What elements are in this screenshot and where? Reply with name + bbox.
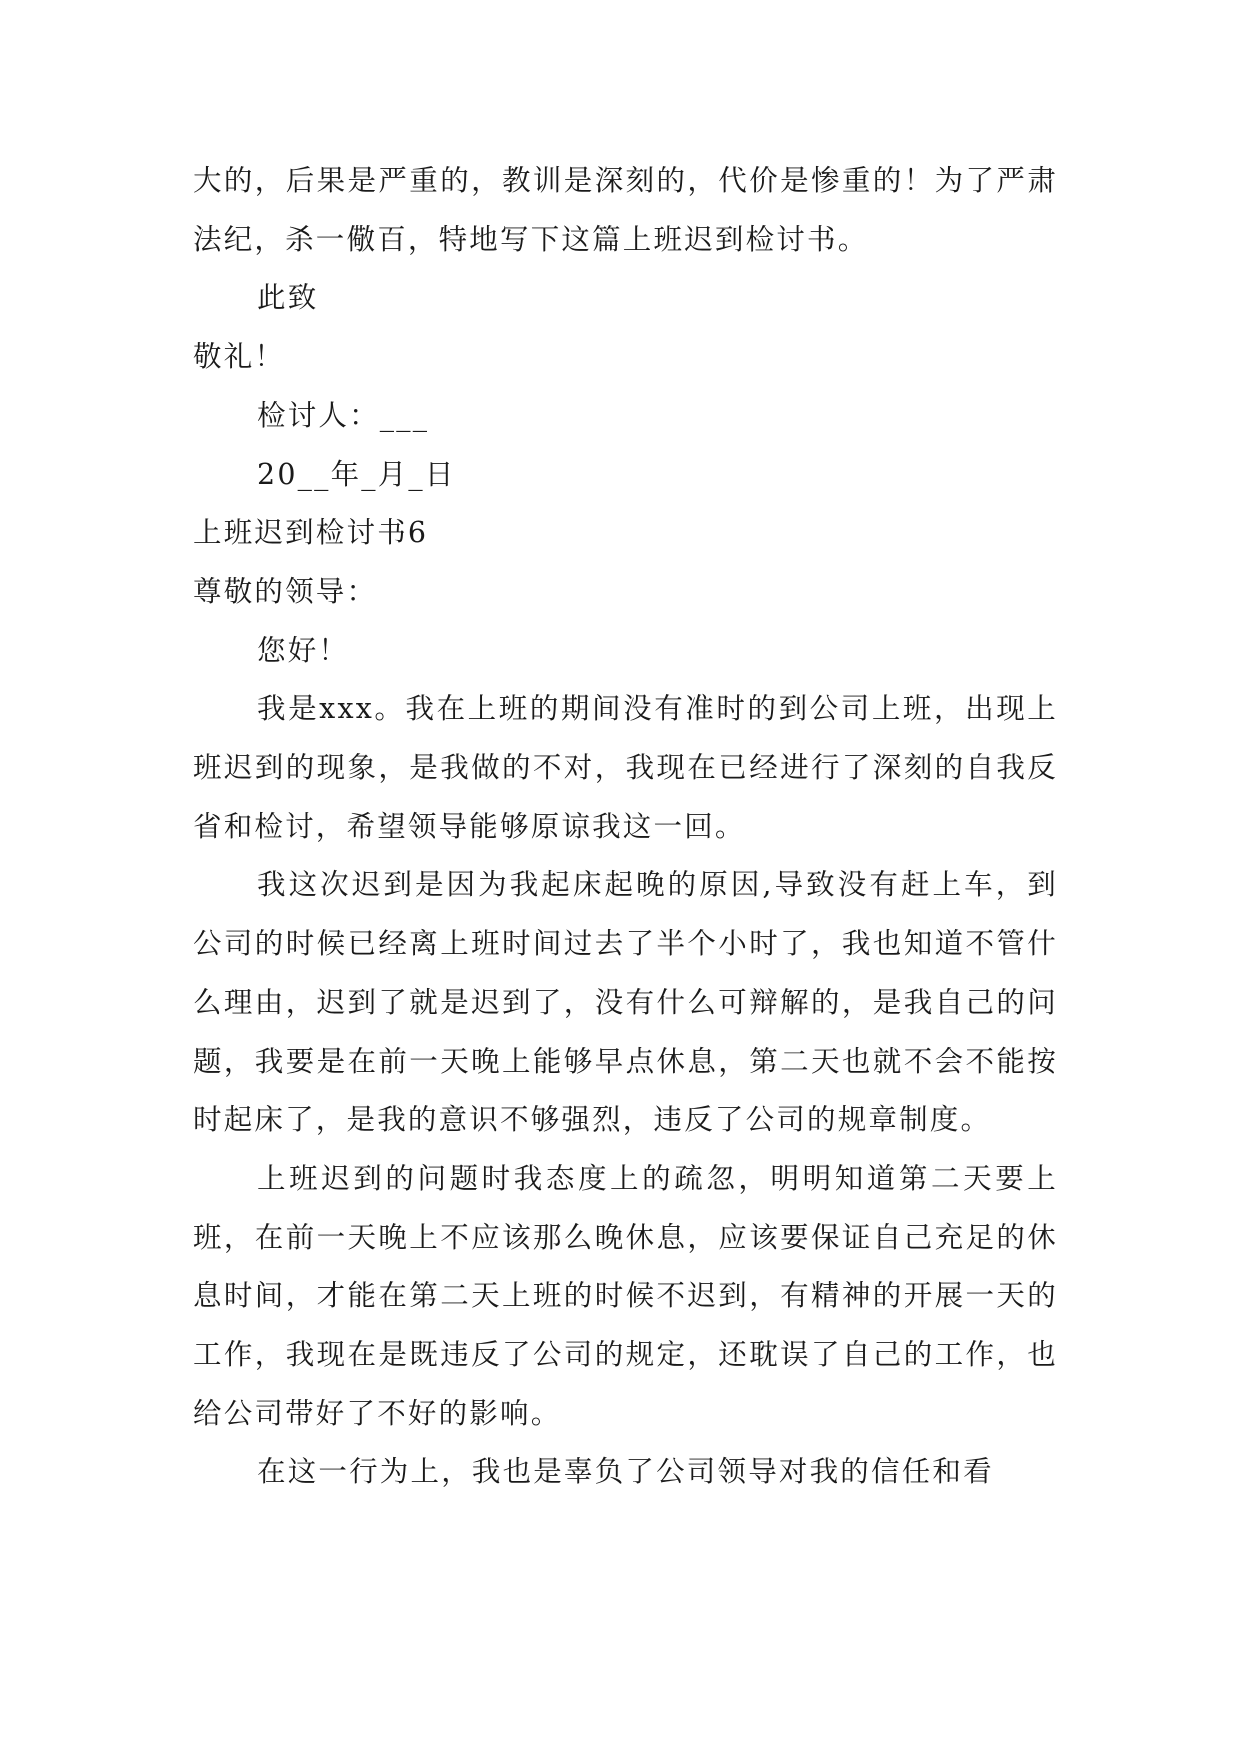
paragraph-3: 上班迟到的问题时我态度上的疏忽，明明知道第二天要上班，在前一天晚上不应该那么晚休息，应该要保证自己充足的休息时间，才能在第二天上班的时候不迟到，有精神的开展一天的工作，我现在是既违反了公司的规定，还耽误了自己的工作，也给公司带好了不好的影响。 <box>193 1161 1058 1430</box>
closing-line-1: 此致 <box>257 281 319 315</box>
document-body <box>193 152 1058 1502</box>
paragraph-continuation: 大的，后果是严重的，教训是深刻的，代价是惨重的！为了严肃法纪，杀一儆百，特地写下这篇上班迟到检讨书。 <box>193 164 1058 256</box>
salutation: 尊敬的领导： <box>193 574 378 608</box>
paragraph-2: 我这次迟到是因为我起床起晚的原因,导致没有赶上车，到公司的时候已经离上班时间过去了半个小时了，我也知道不管什么理由，迟到了就是迟到了，没有什么可辩解的，是我自己的问题，我要是在前一天晚上能够早点休息，第二天也就不会不能按时起床了，是我的意识不够强烈，违反了公司的规章制度。 <box>193 868 1058 1137</box>
section-title: 上班迟到检讨书6 <box>193 516 429 550</box>
date-line: 20__年_月_日 <box>257 457 456 491</box>
paragraph-1: 我是xxx。我在上班的期间没有准时的到公司上班，出现上班迟到的现象，是我做的不对，我现在已经进行了深刻的自我反省和检讨，希望领导能够原谅我这一回。 <box>193 692 1058 843</box>
greeting: 您好！ <box>257 633 350 667</box>
closing-line-2: 敬礼！ <box>193 340 286 374</box>
signer-line: 检讨人：___ <box>257 398 430 432</box>
paragraph-4: 在这一行为上，我也是辜负了公司领导对我的信任和看 <box>257 1455 994 1489</box>
